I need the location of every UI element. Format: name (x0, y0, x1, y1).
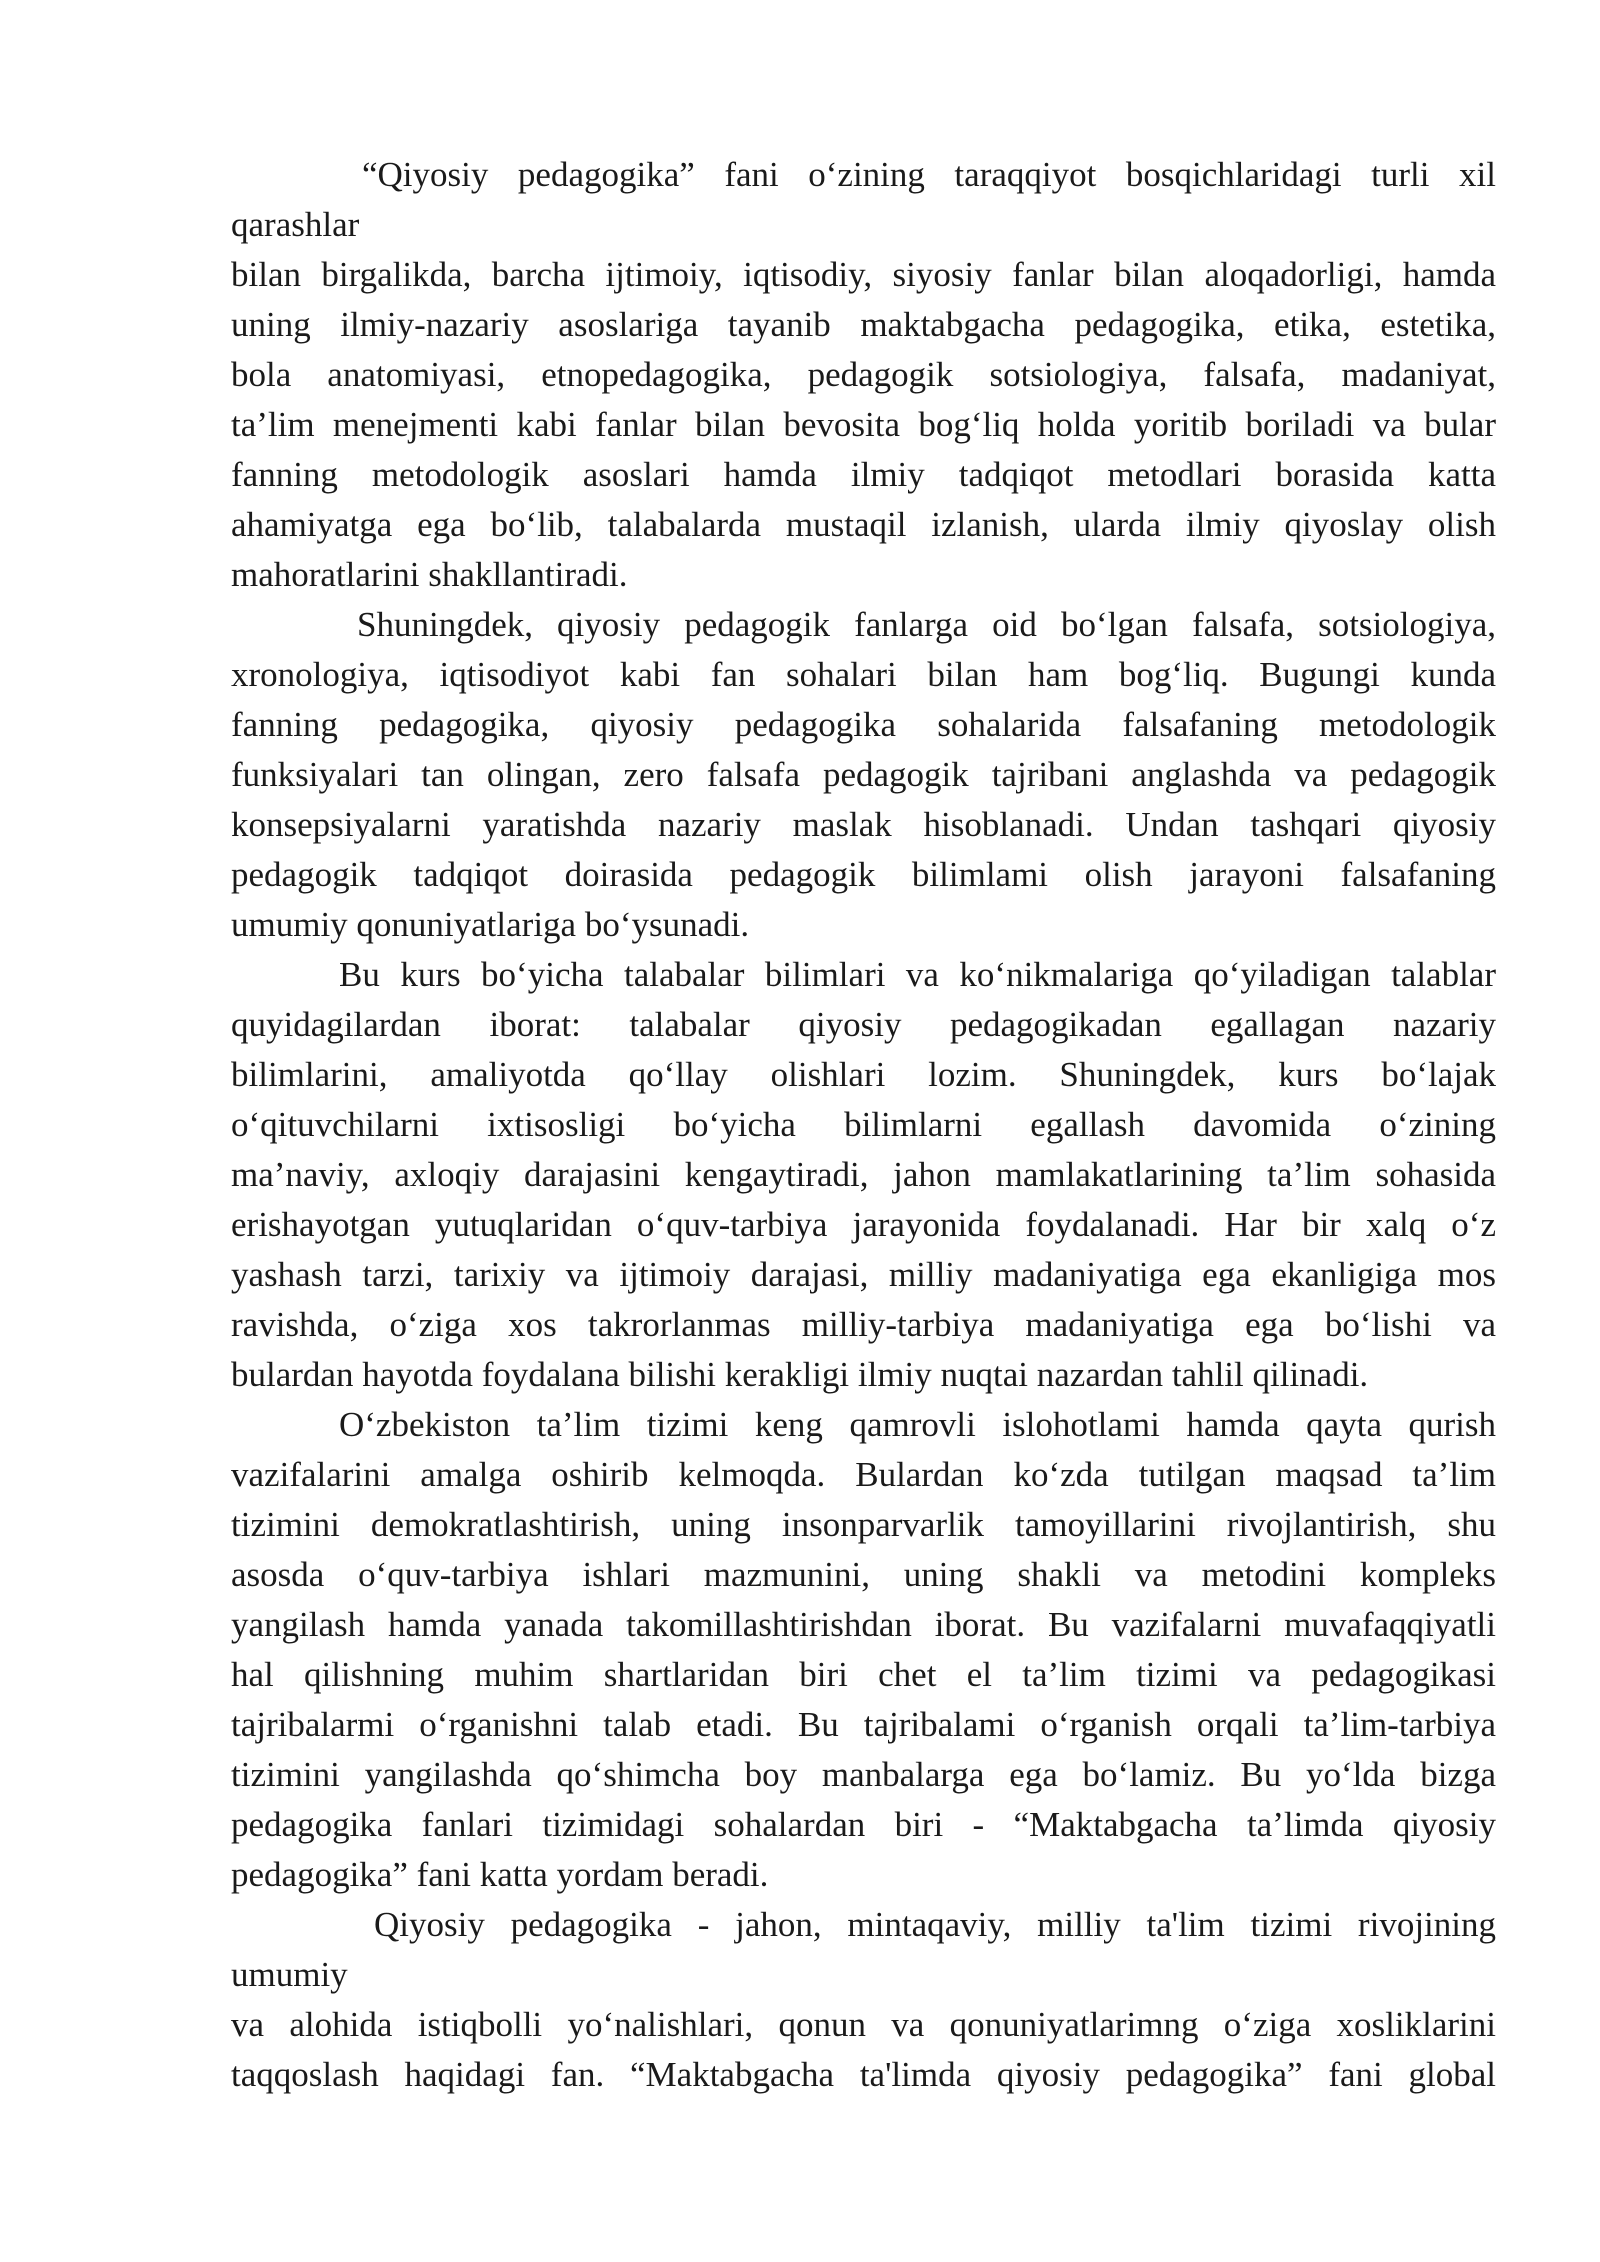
text-line: konsepsiyalarni yaratishda nazariy maslak hisoblanadi. Undan tashqari qiyosiy (231, 805, 1496, 844)
text-line: yangilash hamda yanada takomillashtirishdan iborat. Bu vazifalarni muvafaqqiyatli (231, 1605, 1496, 1644)
text-line: Shuningdek, qiyosiy pedagogik fanlarga oid bo‘lgan falsafa, sotsiologiya, (357, 605, 1496, 644)
text-line: Bu kurs bo‘yicha talabalar bilimlari va ko‘nikmalariga qo‘yiladigan talablar (339, 955, 1496, 994)
text-line: bilimlarini, amaliyotda qo‘llay olishlari lozim. Shuningdek, kurs bo‘lajak (231, 1055, 1496, 1094)
text-line: uning ilmiy-nazariy asoslariga tayanib maktabgacha pedagogika, etika, estetika, (231, 305, 1496, 344)
text-line: qarashlar (231, 205, 360, 244)
text-line: funksiyalari tan olingan, zero falsafa pedagogik tajribani anglashda va pedagogik (231, 755, 1496, 794)
text-line: O‘zbekiston ta’lim tizimi keng qamrovli islohotlami hamda qayta qurish (339, 1405, 1496, 1444)
text-line: tizimini yangilashda qo‘shimcha boy manbalarga ega bo‘lamiz. Bu yo‘lda bizga (231, 1755, 1496, 1794)
text-line: umumiy (231, 1955, 348, 1994)
paragraph-3 (231, 950, 1496, 1400)
text-line: bulardan hayotda foydalana bilishi kerakligi ilmiy nuqtai nazardan tahlil qilinadi. (231, 1355, 1369, 1394)
text-line: ravishda, o‘ziga xos takrorlanmas milliy-tarbiya madaniyatiga ega bo‘lishi va (231, 1305, 1496, 1344)
text-line: Qiyosiy pedagogika - jahon, mintaqaviy, milliy ta'lim tizimi rivojining (374, 1905, 1496, 1944)
paragraph-5 (231, 1900, 1496, 2100)
text-line: umumiy qonuniyatlariga bo‘ysunadi. (231, 905, 750, 944)
text-line: fanning metodologik asoslari hamda ilmiy tadqiqot metodlari borasida katta (231, 455, 1496, 494)
paragraph-2 (231, 600, 1496, 950)
document-body (231, 150, 1496, 2100)
text-line: tajribalarmi o‘rganishni talab etadi. Bu tajribalami o‘rganish orqali ta’lim-tarbiya (231, 1705, 1496, 1744)
text-line: fanning pedagogika, qiyosiy pedagogika sohalarida falsafaning metodologik (231, 705, 1496, 744)
text-line: mahoratlarini shakllantiradi. (231, 555, 628, 594)
text-line: hal qilishning muhim shartlaridan biri chet el ta’lim tizimi va pedagogikasi (231, 1655, 1496, 1694)
text-line: asosda o‘quv-tarbiya ishlari mazmunini, uning shakli va metodini kompleks (231, 1555, 1496, 1594)
text-line: tizimini demokratlashtirish, uning insonparvarlik tamoyillarini rivojlantirish, shu (231, 1505, 1496, 1544)
text-line: “Qiyosiy pedagogika” fani o‘zining taraqqiyot bosqichlaridagi turli xil (362, 155, 1496, 194)
text-line: taqqoslash haqidagi fan. “Maktabgacha ta'limda qiyosiy pedagogika” fani global (231, 2055, 1496, 2094)
text-line: yashash tarzi, tarixiy va ijtimoiy darajasi, milliy madaniyatiga ega ekanligiga mos (231, 1255, 1496, 1294)
text-line: ma’naviy, axloqiy darajasini kengaytiradi, jahon mamlakatlarining ta’lim sohasida (231, 1155, 1496, 1194)
text-line: pedagogika” fani katta yordam beradi. (231, 1855, 769, 1894)
text-line: ahamiyatga ega bo‘lib, talabalarda mustaqil izlanish, ularda ilmiy qiyoslay olish (231, 505, 1496, 544)
paragraph-1 (231, 150, 1496, 600)
text-line: xronologiya, iqtisodiyot kabi fan sohalari bilan ham bog‘liq. Bugungi kunda (231, 655, 1496, 694)
text-line: va alohida istiqbolli yo‘nalishlari, qonun va qonuniyatlarimng o‘ziga xosliklarini (231, 2005, 1496, 2044)
text-line: pedagogik tadqiqot doirasida pedagogik bilimlami olish jarayoni falsafaning (231, 855, 1496, 894)
text-line: bilan birgalikda, barcha ijtimoiy, iqtisodiy, siyosiy fanlar bilan aloqadorligi, hamda (231, 255, 1496, 294)
text-line: bola anatomiyasi, etnopedagogika, pedagogik sotsiologiya, falsafa, madaniyat, (231, 355, 1496, 394)
text-line: o‘qituvchilarni ixtisosligi bo‘yicha bilimlarni egallash davomida o‘zining (231, 1105, 1496, 1144)
text-line: quyidagilardan iborat: talabalar qiyosiy pedagogikadan egallagan nazariy (231, 1005, 1496, 1044)
paragraph-4 (231, 1400, 1496, 1900)
text-line: erishayotgan yutuqlaridan o‘quv-tarbiya jarayonida foydalanadi. Har bir xalq o‘z (231, 1205, 1496, 1244)
text-line: vazifalarini amalga oshirib kelmoqda. Bulardan ko‘zda tutilgan maqsad ta’lim (231, 1455, 1496, 1494)
text-line: pedagogika fanlari tizimidagi sohalardan biri - “Maktabgacha ta’limda qiyosiy (231, 1805, 1496, 1844)
text-line: ta’lim menejmenti kabi fanlar bilan bevosita bog‘liq holda yoritib boriladi va bular (231, 405, 1496, 444)
